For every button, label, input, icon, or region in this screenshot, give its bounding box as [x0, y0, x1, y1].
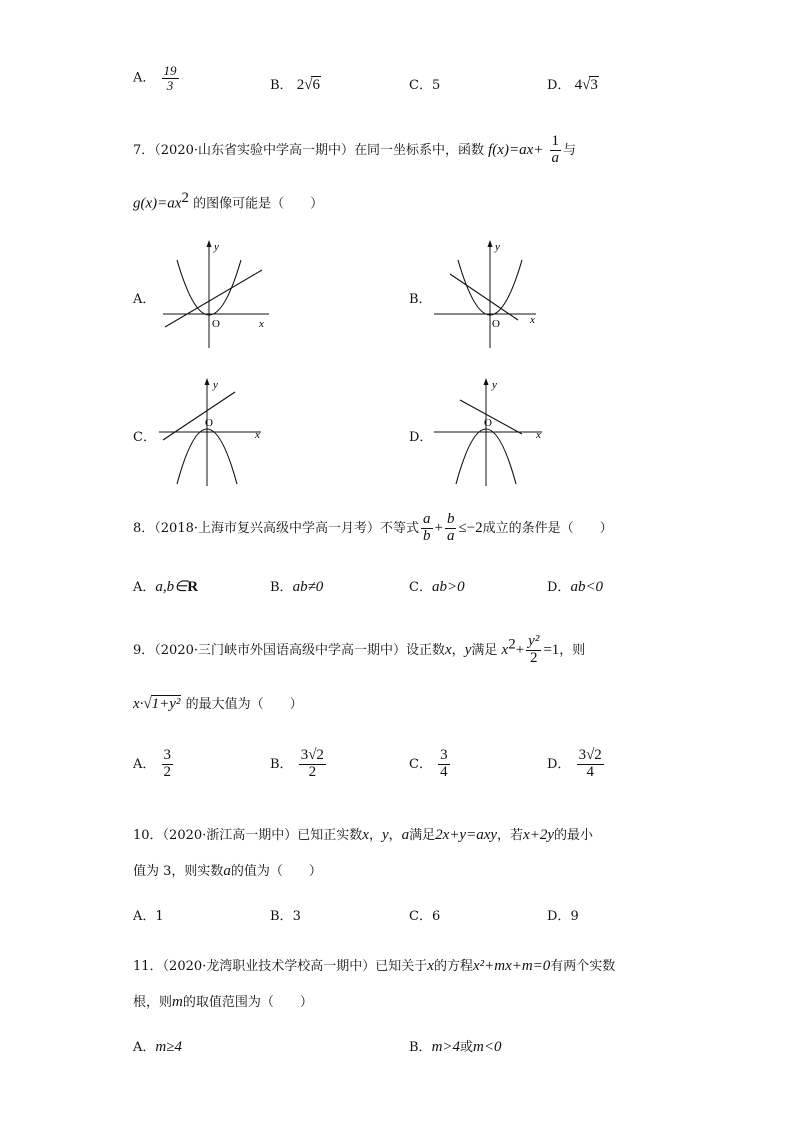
q7-stem-line2 [133, 190, 323, 212]
fraction-denominator: a [551, 149, 559, 166]
q9-option-d [547, 748, 606, 781]
fraction-denominator: 3 [166, 77, 174, 93]
fraction-denominator: 2 [529, 649, 538, 666]
q11-stem-line1 [133, 955, 615, 975]
option-letter: C． [409, 756, 432, 772]
question-text: 的取值范围为（ ） [182, 995, 313, 1010]
q10-option-a [133, 905, 164, 924]
question-text: 根，则 [133, 995, 173, 1010]
option-value: 3 [292, 909, 301, 924]
option-letter: A． [133, 70, 156, 86]
y-label: y [214, 241, 219, 253]
variable: a [401, 827, 410, 843]
q8-option-d [547, 576, 603, 596]
origin-label: O [492, 318, 500, 330]
math-expression: m>4 [431, 1039, 461, 1055]
option-value: 5 [431, 78, 441, 93]
q11-stem-line2 [133, 991, 313, 1011]
math-expression: ab<0 [570, 579, 604, 595]
fraction-denominator: 4 [440, 763, 448, 780]
fraction-denominator: a [446, 527, 455, 544]
graph-b [430, 238, 550, 350]
option-letter: C． [409, 580, 432, 595]
variable: x [501, 641, 509, 658]
option-letter: B． [270, 756, 293, 772]
math-expression: ab>0 [431, 579, 465, 595]
x-label: x [255, 429, 260, 441]
question-text: ，则 [559, 642, 586, 658]
separator: ， [368, 828, 382, 843]
math-expression: ≤−2 [458, 519, 483, 536]
q9-stem-line1 [133, 634, 585, 667]
x-label: x [536, 429, 541, 441]
separator: ， [451, 642, 465, 658]
fraction-numerator: 3√2 [578, 747, 602, 763]
math-expression: 2x+y=axy [435, 827, 498, 843]
variable: x [427, 958, 434, 974]
fraction-numerator: 3 [163, 747, 172, 763]
fraction-denominator: 2 [163, 763, 172, 780]
fraction-numerator: 1 [551, 133, 559, 149]
math-expression: x· [133, 696, 144, 712]
option-value: 9 [570, 909, 579, 924]
option-letter: B． [270, 580, 293, 595]
coefficient: 2 [296, 77, 305, 93]
q6-option-c [409, 74, 440, 93]
q9-option-b [270, 748, 328, 781]
set-symbol: R [187, 579, 199, 595]
math-expression: m≥4 [155, 1039, 182, 1055]
option-letter: C． [409, 909, 432, 924]
fraction [577, 748, 604, 781]
fraction-numerator: y² [528, 633, 540, 649]
q7-stem-line1 [133, 134, 576, 167]
math-expression: f(x)=ax+ [488, 141, 544, 158]
question-text: 满足 [471, 642, 498, 658]
q10-stem-line2 [133, 860, 322, 880]
q10-option-c [409, 905, 440, 924]
graph-d [430, 376, 550, 488]
math-expression: =1 [543, 641, 560, 658]
radical-sign: √ [143, 696, 152, 712]
option-letter: A． [133, 580, 156, 595]
q6-option-a [133, 64, 181, 92]
q10-option-d [547, 905, 579, 924]
fraction-denominator: 2 [308, 763, 317, 780]
fraction-numerator: 3 [440, 747, 448, 763]
radical-sign: √ [304, 77, 313, 93]
question-text: 有两个实数 [550, 959, 616, 974]
q6-option-d [547, 74, 599, 94]
q11-option-b [409, 1036, 502, 1056]
math-expression: x+2y [523, 827, 554, 843]
math-expression: m<0 [473, 1039, 502, 1055]
option-letter: A． [133, 1040, 156, 1055]
y-label: y [492, 379, 497, 391]
option-letter: A． [133, 909, 156, 924]
question-text: 的图像可能是（ ） [193, 196, 324, 212]
fraction [526, 634, 541, 667]
option-value: 1 [155, 909, 164, 924]
q8-option-a [133, 576, 198, 596]
variable: y [464, 641, 472, 658]
radicand: 6 [312, 77, 320, 93]
question-text: 成立的条件是（ ） [482, 520, 613, 536]
option-letter: B． [270, 909, 293, 924]
question-text: 的最小 [553, 828, 593, 843]
radical-sign: √ [582, 77, 591, 93]
question-text: 7．（2020·山东省实验中学高一期中）在同一坐标系中，函数 [133, 142, 484, 158]
x-label: x [530, 314, 535, 326]
option-letter: A． [133, 756, 156, 772]
fraction [162, 64, 179, 92]
fraction-numerator: 19 [163, 63, 177, 78]
fraction-numerator: 3√2 [300, 747, 324, 763]
coefficient: 4 [574, 77, 583, 93]
question-text: 的方程 [433, 959, 473, 974]
origin-label: O [484, 417, 492, 429]
plus-sign: + [434, 519, 443, 536]
option-letter: D． [547, 756, 571, 772]
variable: m [172, 994, 183, 1010]
y-axis-arrow [207, 240, 212, 247]
q9-option-a [133, 748, 175, 781]
q6-option-b [270, 74, 321, 94]
graph-c [155, 376, 275, 488]
exponent: 2 [181, 190, 189, 206]
option-letter: B． [270, 78, 293, 93]
radicand: 1+y² [151, 696, 181, 712]
graph-label-c: C． [133, 430, 156, 445]
graph-label-d: D． [409, 430, 433, 445]
q8-option-b [270, 576, 323, 596]
q9-stem-line2 [133, 693, 303, 713]
fraction [550, 134, 562, 167]
math-expression: a,b∈ [155, 579, 188, 595]
math-expression: g(x)=ax [133, 195, 182, 212]
option-letter: D． [547, 909, 571, 924]
fraction [421, 512, 433, 545]
y-axis-arrow [205, 378, 210, 385]
q10-stem-line1 [133, 824, 593, 844]
question-text: 9．（2020·三门峡市外国语高级中学高一期中）设正数 [133, 642, 445, 658]
radicand: 3 [590, 77, 598, 93]
fraction-denominator: 4 [586, 763, 594, 780]
question-text: 11．（2020·龙湾职业技术学校高一期中）已知关于 [133, 959, 428, 974]
y-label: y [213, 379, 218, 391]
y-axis-arrow [484, 378, 489, 385]
question-text: 的最大值为（ ） [185, 697, 303, 712]
option-letter: D． [547, 78, 571, 93]
q11-option-a [133, 1036, 182, 1056]
variable: y [381, 827, 389, 843]
origin-label: O [205, 417, 213, 429]
variable: x [445, 641, 452, 658]
fraction [438, 748, 450, 781]
q8-option-c [409, 576, 465, 596]
question-text: 10．（2020·浙江高一期中）已知正实数 [133, 828, 363, 843]
variable: a [223, 863, 231, 879]
option-letter: D． [547, 580, 571, 595]
question-text: ，若 [497, 828, 524, 843]
conjunction: 或 [460, 1040, 474, 1055]
q10-option-b [270, 905, 301, 924]
question-text: 的值为（ ） [230, 864, 322, 879]
exponent: 2 [508, 636, 516, 653]
variable: x [362, 827, 369, 843]
math-expression: x²+mx+m=0 [472, 958, 551, 974]
fraction [445, 512, 457, 545]
fraction-numerator: b [446, 511, 455, 527]
plus-sign: + [515, 641, 525, 658]
fraction-numerator: a [423, 511, 431, 527]
separator: ， [388, 828, 402, 843]
fraction-denominator: b [423, 527, 431, 544]
origin-label: O [212, 318, 220, 330]
option-letter: B． [409, 1040, 432, 1055]
math-expression: ab≠0 [292, 579, 324, 595]
x-label: x [259, 318, 264, 330]
graph-a [155, 238, 275, 350]
fraction [299, 748, 326, 781]
y-label: y [495, 241, 500, 253]
y-axis-arrow [488, 240, 493, 247]
fraction [162, 748, 174, 781]
option-letter: C． [409, 78, 432, 93]
q9-option-c [409, 748, 452, 781]
option-value: 6 [431, 909, 441, 924]
question-text: 与 [563, 142, 577, 158]
graph-label-b: B． [409, 292, 432, 307]
graph-label-a: A． [133, 292, 156, 307]
q8-stem [133, 512, 613, 545]
question-text: 8．（2018·上海市复兴高级中学高一月考）不等式 [133, 520, 419, 536]
question-text: 满足 [409, 828, 436, 843]
question-text: 值为 3，则实数 [133, 864, 224, 879]
